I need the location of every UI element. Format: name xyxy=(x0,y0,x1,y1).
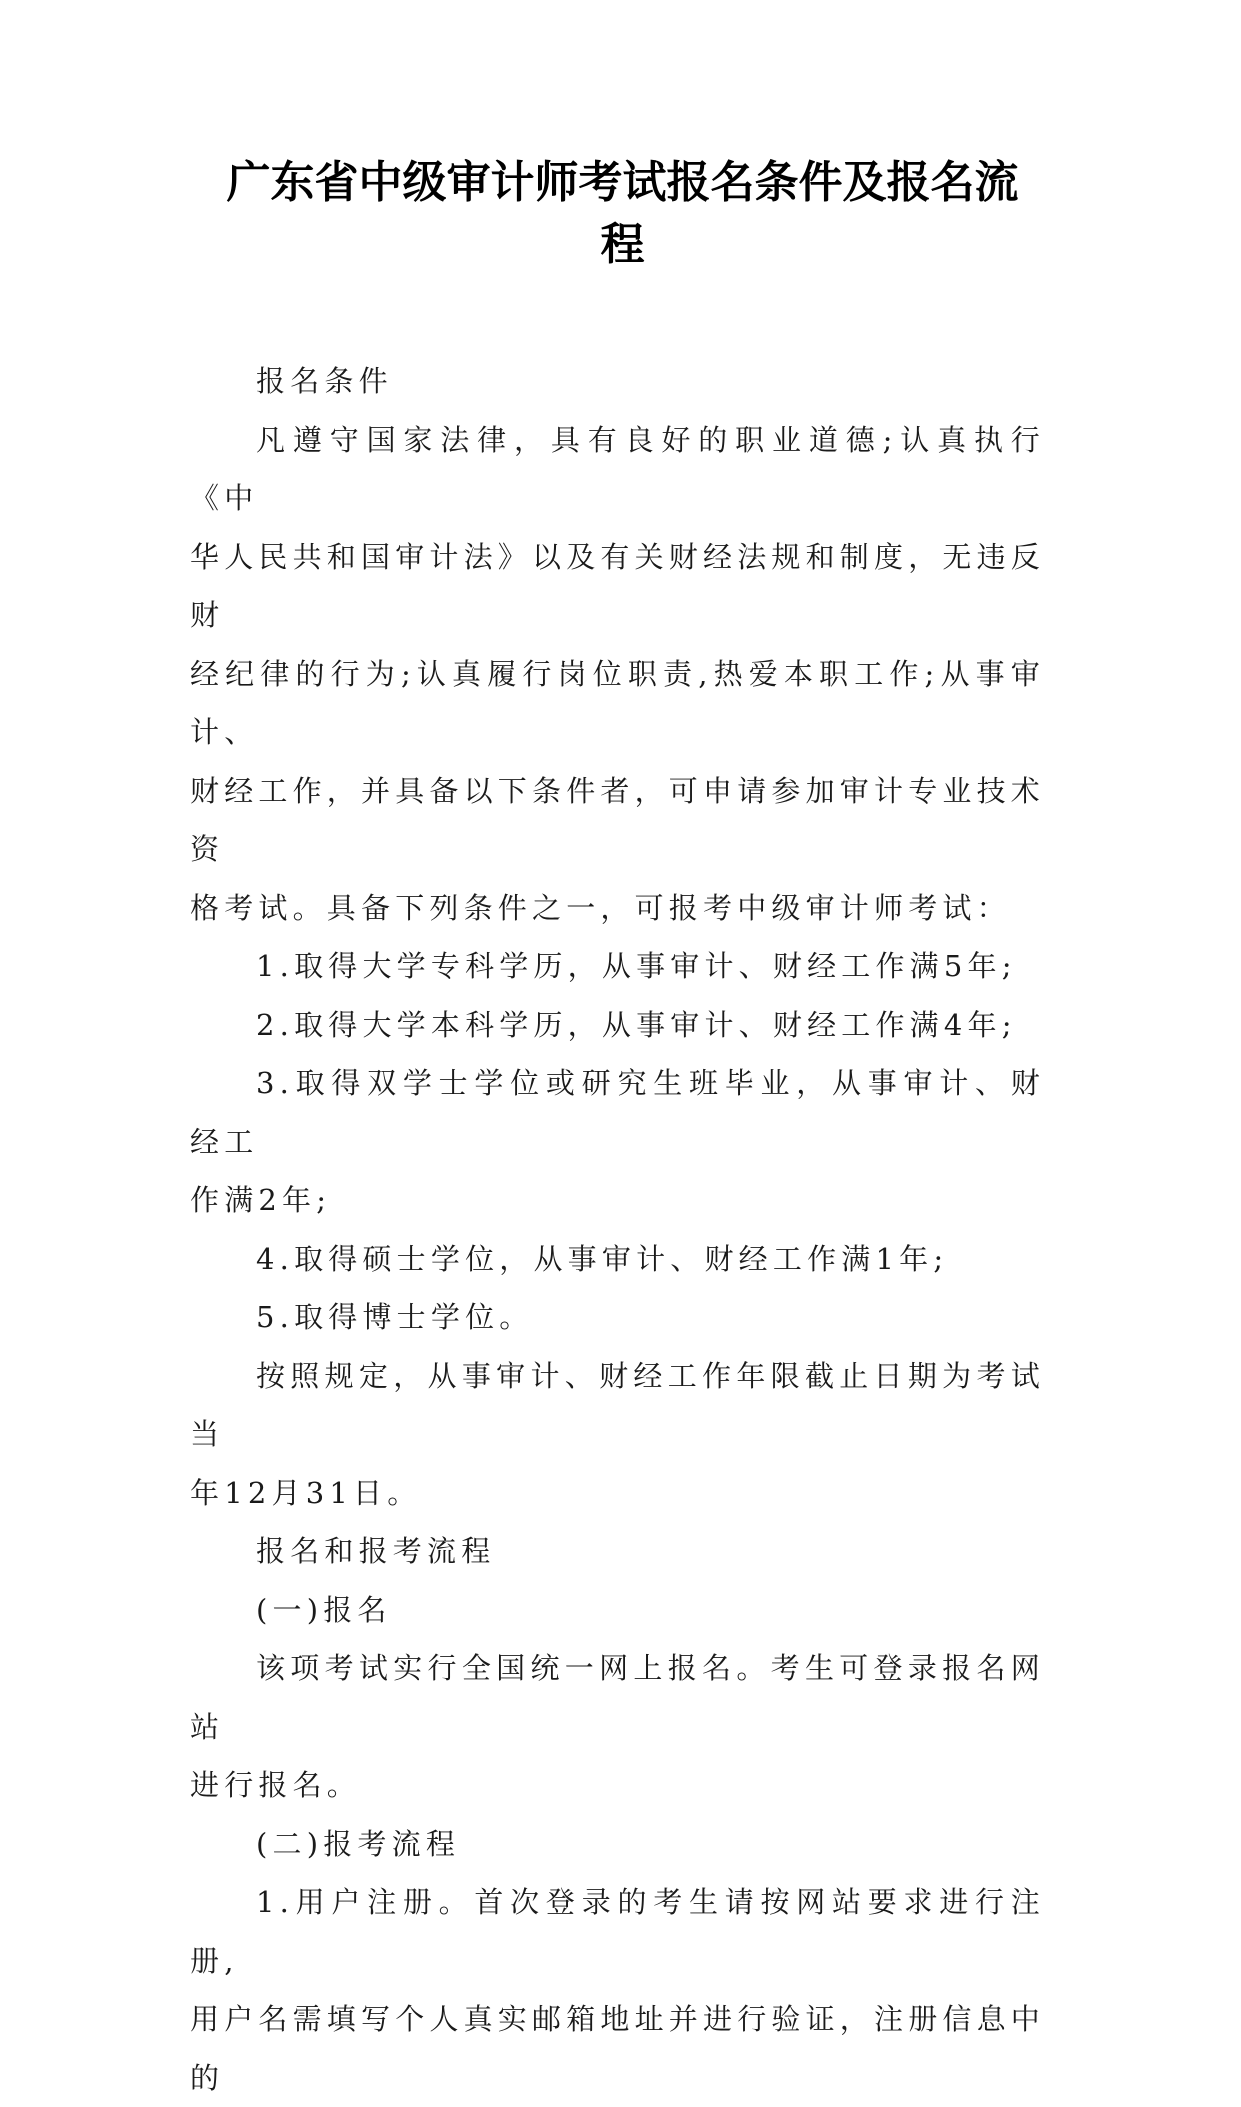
list-item xyxy=(190,1288,1045,1347)
text-line: (二)报考流程 xyxy=(256,1826,461,1861)
text-line: 格考试。具备下列条件之一，可报考中级审计师考试： xyxy=(190,890,1011,925)
list-item xyxy=(190,937,1045,996)
text-line: 报名条件 xyxy=(256,364,393,398)
subsection-heading xyxy=(190,1581,1045,1640)
document-title xyxy=(190,152,1055,276)
text-line: 2.取得大学本科学历，从事审计、财经工作满4年; xyxy=(256,1007,1017,1042)
document-body xyxy=(190,352,1045,2107)
title-line: 广东省中级审计师考试报名条件及报名流 xyxy=(226,157,1019,208)
list-item xyxy=(190,1230,1045,1289)
text-line: 该项考试实行全国统一网上报名。考生可登录报名网站 xyxy=(190,1651,1045,1744)
text-line: 4.取得硕士学位，从事审计、财经工作满1年; xyxy=(256,1241,949,1276)
text-line: 报名和报考流程 xyxy=(256,1534,496,1568)
text-line: 华人民共和国审计法》以及有关财经法规和制度，无违反财 xyxy=(190,539,1046,632)
text-line: 凡遵守国家法律，具有良好的职业道德;认真执行《中 xyxy=(190,422,1045,515)
list-item xyxy=(190,1054,1045,1230)
body-paragraph xyxy=(190,1639,1045,1815)
text-line: (一)报名 xyxy=(256,1592,392,1627)
text-line: 财经工作，并具备以下条件者，可申请参加审计专业技术资 xyxy=(190,773,1046,866)
text-line: 3.取得双学士学位或研究生班毕业，从事审计、财经工 xyxy=(190,1066,1045,1159)
body-paragraph xyxy=(190,411,1045,938)
text-line: 1.取得大学专科学历，从事审计、财经工作满5年; xyxy=(256,949,1017,983)
list-item xyxy=(190,996,1045,1055)
text-line: 用户名需填写个人真实邮箱地址并进行验证，注册信息中的 xyxy=(190,2002,1046,2095)
text-line: 作满2年; xyxy=(190,1183,332,1217)
text-line: 经纪律的行为;认真履行岗位职责,热爱本职工作;从事审计、 xyxy=(190,656,1045,749)
text-line: 年12月31日。 xyxy=(190,1475,422,1510)
title-line: 程 xyxy=(600,219,645,270)
text-line: 5.取得博士学位。 xyxy=(256,1300,534,1334)
text-line: 按照规定，从事审计、财经工作年限截止日期为考试当 xyxy=(190,1358,1045,1451)
section-heading xyxy=(190,1522,1045,1581)
subsection-heading xyxy=(190,1815,1045,1874)
text-line: 1.用户注册。首次登录的考生请按网站要求进行注册, xyxy=(190,1885,1045,1978)
list-item xyxy=(190,1873,1045,2107)
body-paragraph xyxy=(190,1347,1045,1523)
text-line: 进行报名。 xyxy=(190,1768,362,1802)
section-heading xyxy=(190,352,1045,411)
